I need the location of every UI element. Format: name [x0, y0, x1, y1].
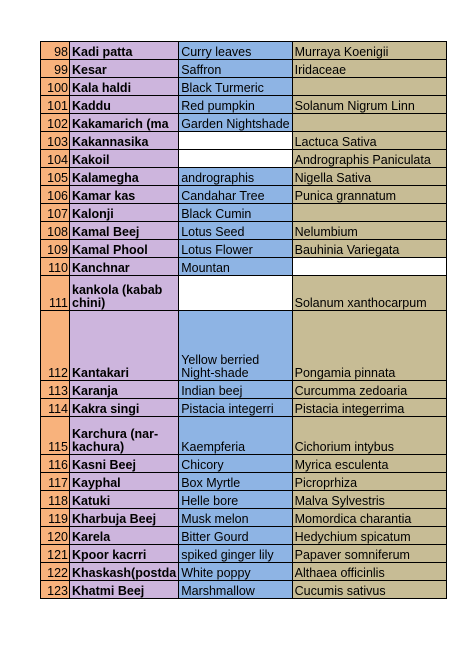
english-name-cell: Black Turmeric: [179, 78, 292, 96]
row-number: 117: [41, 473, 70, 491]
botanical-name-cell: Pongamia pinnata: [292, 311, 446, 381]
botanical-name-cell: Cucumis sativus: [292, 581, 446, 599]
table-row: [41, 491, 447, 509]
botanical-name-cell: Momordica charantia: [292, 509, 446, 527]
botanical-name-cell: Malva Sylvestris: [292, 491, 446, 509]
english-name-cell: Indian beej: [179, 381, 292, 399]
botanical-name-cell: Andrographis Paniculata: [292, 150, 446, 168]
botanical-name-cell: Hedychium spicatum: [292, 527, 446, 545]
local-name-cell: Kantakari: [70, 311, 179, 381]
row-number: 105: [41, 168, 70, 186]
local-name-cell: Kadi patta: [70, 42, 179, 60]
row-number: 110: [41, 258, 70, 276]
row-number: 111: [41, 276, 70, 311]
english-name-cell: [179, 276, 292, 311]
table-row: [41, 222, 447, 240]
row-number: 118: [41, 491, 70, 509]
row-number: 119: [41, 509, 70, 527]
botanical-name-cell: [292, 204, 446, 222]
table-row: [41, 581, 447, 599]
row-number: 107: [41, 204, 70, 222]
local-name-cell: Kakoil: [70, 150, 179, 168]
english-name-cell: Black Cumin: [179, 204, 292, 222]
local-name-cell: Katuki: [70, 491, 179, 509]
local-name-cell: Kamal Phool: [70, 240, 179, 258]
table-row: [41, 78, 447, 96]
local-name-cell: Kharbuja Beej: [70, 509, 179, 527]
row-number: 116: [41, 455, 70, 473]
table-row: [41, 311, 447, 381]
row-number: 120: [41, 527, 70, 545]
english-name-cell: Curry leaves: [179, 42, 292, 60]
english-name-cell: [179, 150, 292, 168]
english-name-cell: Pistacia integerri: [179, 399, 292, 417]
row-number: 114: [41, 399, 70, 417]
table-row: [41, 96, 447, 114]
botanical-name-cell: [292, 258, 446, 276]
english-name-cell: Yellow berried Night-shade: [179, 311, 292, 381]
english-name-cell: Musk melon: [179, 509, 292, 527]
english-name-cell: Mountan: [179, 258, 292, 276]
table-row: [41, 42, 447, 60]
row-number: 112: [41, 311, 70, 381]
botanical-name-cell: Iridaceae: [292, 60, 446, 78]
table-row: [41, 60, 447, 78]
table-row: [41, 473, 447, 491]
english-name-cell: White poppy: [179, 563, 292, 581]
botanical-name-cell: Nigella Sativa: [292, 168, 446, 186]
english-name-cell: spiked ginger lily: [179, 545, 292, 563]
row-number: 100: [41, 78, 70, 96]
row-number: 121: [41, 545, 70, 563]
local-name-cell: Khatmi Beej: [70, 581, 179, 599]
local-name-cell: Karela: [70, 527, 179, 545]
botanical-name-cell: Myrica esculenta: [292, 455, 446, 473]
english-name-cell: andrographis: [179, 168, 292, 186]
row-number: 113: [41, 381, 70, 399]
row-number: 103: [41, 132, 70, 150]
table-row: [41, 114, 447, 132]
botanical-name-cell: Picroprhiza: [292, 473, 446, 491]
local-name-cell: Kamal Beej: [70, 222, 179, 240]
english-name-cell: Marshmallow: [179, 581, 292, 599]
english-name-cell: Saffron: [179, 60, 292, 78]
table-row: [41, 186, 447, 204]
local-name-cell: Kesar: [70, 60, 179, 78]
botanical-name-cell: [292, 78, 446, 96]
table-row: [41, 381, 447, 399]
botanical-name-cell: Althaea officinlis: [292, 563, 446, 581]
table-row: [41, 509, 447, 527]
english-name-cell: [179, 132, 292, 150]
row-number: 99: [41, 60, 70, 78]
local-name-cell: Kakamarich (ma: [70, 114, 179, 132]
local-name-cell: Kala haldi: [70, 78, 179, 96]
botanical-name-cell: Punica grannatum: [292, 186, 446, 204]
table-row: [41, 132, 447, 150]
local-name-cell: Kalonji: [70, 204, 179, 222]
local-name-cell: Kanchnar: [70, 258, 179, 276]
row-number: 102: [41, 114, 70, 132]
local-name-cell: Kayphal: [70, 473, 179, 491]
botanical-name-cell: Cichorium intybus: [292, 417, 446, 455]
row-number: 101: [41, 96, 70, 114]
row-number: 108: [41, 222, 70, 240]
botanical-name-cell: [292, 114, 446, 132]
english-name-cell: Red pumpkin: [179, 96, 292, 114]
table-row: [41, 563, 447, 581]
local-name-cell: Karanja: [70, 381, 179, 399]
local-name-cell: Khaskash(postda: [70, 563, 179, 581]
botanical-name-cell: Murraya Koenigii: [292, 42, 446, 60]
local-name-cell: Kaddu: [70, 96, 179, 114]
english-name-cell: Bitter Gourd: [179, 527, 292, 545]
english-name-cell: Lotus Seed: [179, 222, 292, 240]
english-name-cell: Garden Nightshade: [179, 114, 292, 132]
row-number: 115: [41, 417, 70, 455]
table-row: [41, 258, 447, 276]
botanical-name-cell: Solanum Nigrum Linn: [292, 96, 446, 114]
english-name-cell: Candahar Tree: [179, 186, 292, 204]
table-row: [41, 168, 447, 186]
english-name-cell: Lotus Flower: [179, 240, 292, 258]
botanical-name-cell: Pistacia integerrima: [292, 399, 446, 417]
local-name-cell: Kasni Beej: [70, 455, 179, 473]
row-number: 123: [41, 581, 70, 599]
botanical-name-cell: Bauhinia Variegata: [292, 240, 446, 258]
table-row: [41, 204, 447, 222]
table-row: [41, 545, 447, 563]
row-number: 98: [41, 42, 70, 60]
table-row: [41, 455, 447, 473]
herb-table-body: [41, 42, 447, 599]
local-name-cell: Kakannasika: [70, 132, 179, 150]
row-number: 122: [41, 563, 70, 581]
local-name-cell: kankola (kabab chini): [70, 276, 179, 311]
local-name-cell: Kakra singi: [70, 399, 179, 417]
english-name-cell: Kaempferia: [179, 417, 292, 455]
local-name-cell: Kamar kas: [70, 186, 179, 204]
botanical-name-cell: Solanum xanthocarpum: [292, 276, 446, 311]
table-row: [41, 240, 447, 258]
botanical-name-cell: Nelumbium: [292, 222, 446, 240]
english-name-cell: Box Myrtle: [179, 473, 292, 491]
table-row: [41, 417, 447, 455]
local-name-cell: Karchura (nar-kachura): [70, 417, 179, 455]
botanical-name-cell: Curcumma zedoaria: [292, 381, 446, 399]
english-name-cell: Chicory: [179, 455, 292, 473]
row-number: 106: [41, 186, 70, 204]
row-number: 109: [41, 240, 70, 258]
herb-table: [40, 41, 447, 599]
row-number: 104: [41, 150, 70, 168]
local-name-cell: Kpoor kacrri: [70, 545, 179, 563]
table-row: [41, 527, 447, 545]
table-row: [41, 150, 447, 168]
table-row: [41, 276, 447, 311]
table-row: [41, 399, 447, 417]
botanical-name-cell: Lactuca Sativa: [292, 132, 446, 150]
english-name-cell: Helle bore: [179, 491, 292, 509]
local-name-cell: Kalamegha: [70, 168, 179, 186]
botanical-name-cell: Papaver somniferum: [292, 545, 446, 563]
